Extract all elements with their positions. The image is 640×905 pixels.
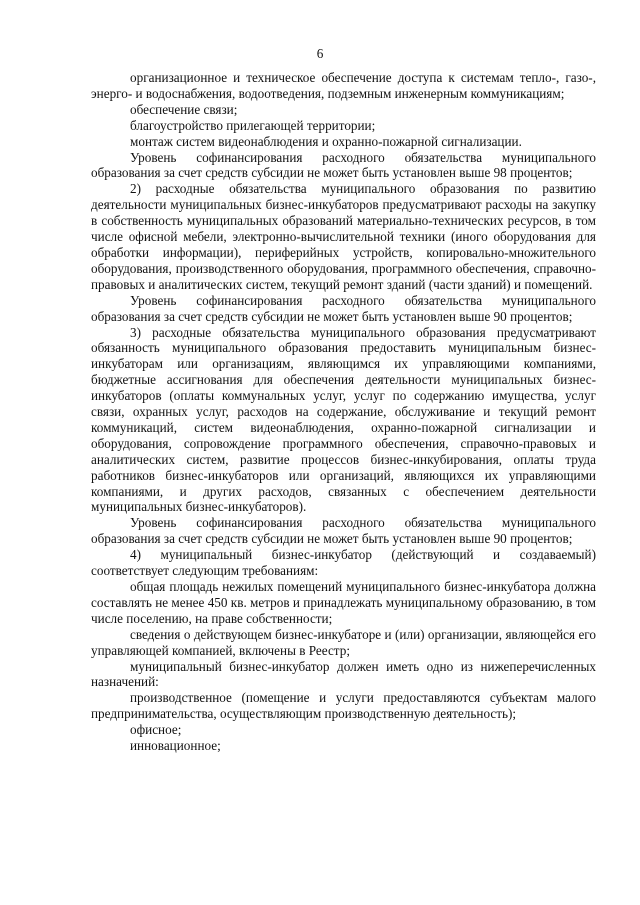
paragraph-communications: обеспечение связи; [130,101,238,117]
paragraph-cofinancing-90-b: Уровень софинансирования расходного обязательства муниципального образования за счет средств субсидии не может быть установлен выше 90 процентов; [91,515,596,547]
paragraph-purpose: муниципальный бизнес-инкубатор должен иметь одно из нижеперечисленных назначений: [91,658,596,690]
page-number: 6 [316,46,324,61]
document-body [91,70,596,754]
paragraph-registry: сведения о действующем бизнес-инкубаторе и (или) организации, являющейся его управляющей компанией, включены в Реестр; [91,626,596,658]
paragraph-item-3: 3) расходные обязательства муниципального образования предусматривают обязанность муниципального образования предоставить муниципальным бизнес-инкубаторам или организациям, являющимся их управляющими компаниями, бюджетные ассигнования для обеспечения деятельности муниципальных бизнес-инкубаторов (оплаты коммунальных услуг, услуг по содержанию имущества, услуг связи, охранных услуг, расходов на содержание, обслуживание и текущий ремонт коммуникаций, систем видеонаблюдения, охранно-пожарной сигнализации и оборудования, сопровождение программного обеспечения, справочно-правовых и аналитических систем, развитие процессов бизнес-инкубирования, оплаты труда работников бизнес-инкубаторов или организаций, являющихся их управляющими компаниями, и других расходов, связанных с обеспечением деятельности муниципальных бизнес-инкубаторов). [91,324,596,515]
paragraph-cofinancing-90-a: Уровень софинансирования расходного обязательства муниципального образования за счет средств субсидии не может быть установлен выше 90 процентов; [91,292,596,324]
paragraph-area-requirement: общая площадь нежилых помещений муниципального бизнес-инкубатора должна составлять не менее 450 кв. метров и принадлежать муниципальному образованию, в том числе поселению, на праве собственности; [91,579,596,626]
paragraph-landscaping: благоустройство прилегающей территории; [130,117,376,133]
paragraph-innovation: инновационное; [130,738,221,754]
paragraph-office: офисное; [130,722,182,738]
paragraph-production: производственное (помещение и услуги предоставляются субъектам малого предпринимательства, осуществляющим производственную деятельность); [91,690,596,722]
paragraph-item-2: 2) расходные обязательства муниципального образования по развитию деятельности муниципальных бизнес-инкубаторов предусматривают расходы на закупку в собственность муниципальных образований материально-технических ресурсов, в том числе офисной мебели, электронно-вычислительной техники (иного оборудования для обработки информации), периферийных устройств, копировально-множительного оборудования, производственного оборудования, программного обеспечения, справочно-правовых и аналитических систем, текущий ремонт зданий (части зданий) и помещений. [91,181,596,292]
paragraph-access-utilities: организационное и техническое обеспечение доступа к системам тепло-, газо-, энерго- и водоснабжения, водоотведения, подземным инженерным коммуникациям; [91,70,596,101]
paragraph-item-4: 4) муниципальный бизнес-инкубатор (действующий и создаваемый) соответствует следующим требованиям: [91,547,596,579]
paragraph-video-surveillance: монтаж систем видеонаблюдения и охранно-пожарной сигнализации. [130,133,522,149]
paragraph-cofinancing-98: Уровень софинансирования расходного обязательства муниципального образования за счет средств субсидии не может быть установлен выше 98 процентов; [91,149,596,181]
